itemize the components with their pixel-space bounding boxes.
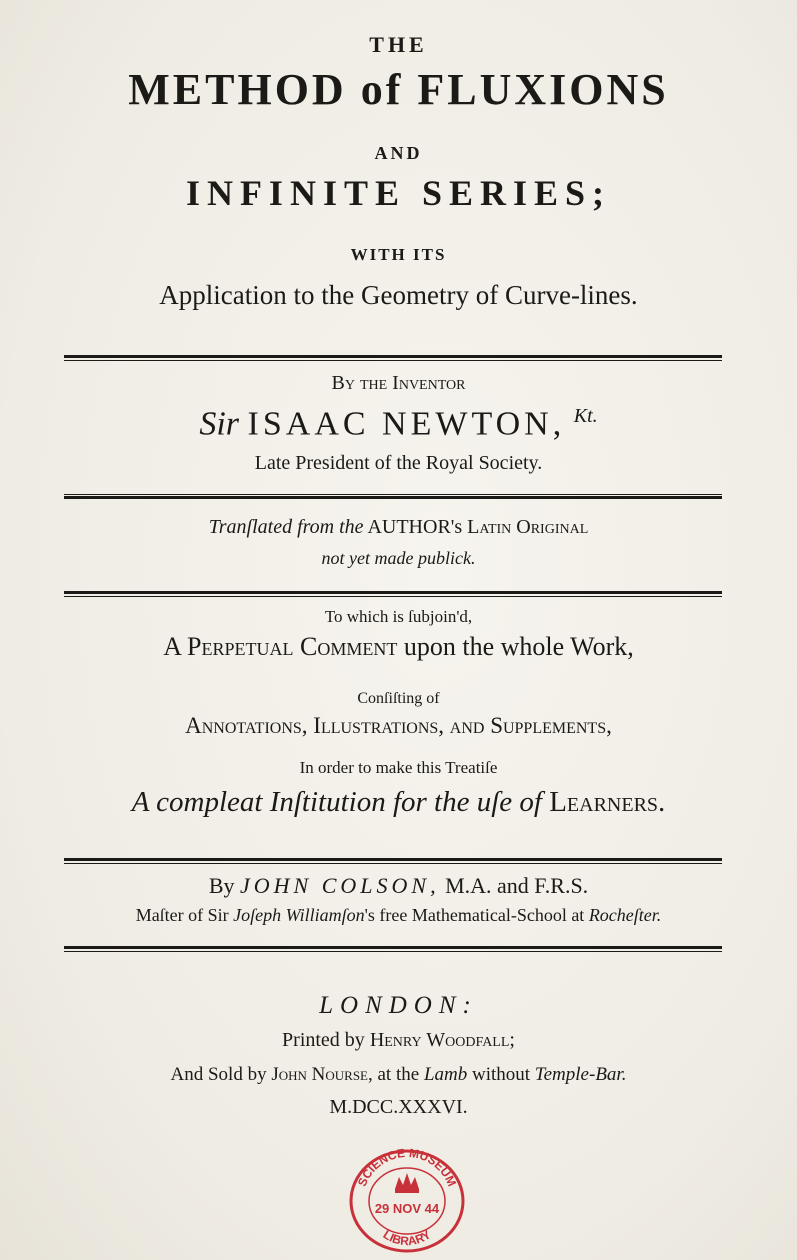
translated-latin: Latin Original: [467, 516, 589, 538]
seller-name: John Nourse: [271, 1064, 368, 1085]
learners: Learners.: [549, 786, 666, 818]
imprint-london: LONDON:: [319, 992, 478, 1019]
newton-kt: Kt.: [573, 405, 598, 427]
divider-rule: [64, 591, 722, 597]
crown-icon: [395, 1173, 419, 1193]
title-the: THE: [369, 32, 428, 57]
compleat-institution-italic: A compleat Inſtitution for the uſe of: [131, 786, 542, 818]
master-text-c: 's free Mathematical-School at: [364, 905, 585, 925]
author-newton: [0, 405, 797, 443]
divider-rule: [64, 946, 722, 952]
sold-by: And Sold by: [170, 1064, 267, 1085]
subjoin-line: To which is ſubjoin'd,: [324, 607, 473, 626]
title-with-its: WITH ITS: [350, 245, 447, 264]
library-stamp: [345, 1143, 469, 1253]
translated-author: AUTHOR's: [367, 516, 463, 538]
divider-rule: [64, 355, 722, 361]
sold-without: without: [471, 1064, 531, 1085]
stamp-top-text: SCIENCE MUSEUM: [354, 1145, 460, 1189]
compleat-institution: [0, 786, 797, 819]
title-and: AND: [374, 143, 423, 163]
master-text-a: Maſter of Sir: [135, 905, 229, 925]
annotations-line: Annotations, Illustrations, and Supplements,: [185, 713, 612, 738]
colson-master: [0, 905, 797, 926]
consisting-of: Conſiſting of: [357, 690, 440, 707]
inventor-line: By the Inventor: [331, 372, 466, 394]
newton-sir: Sir: [199, 405, 240, 443]
imprint-printed-by: [0, 1029, 797, 1052]
newton-president: Late President of the Royal Society.: [254, 452, 543, 474]
title-infinite-series: INFINITE SERIES;: [185, 173, 612, 213]
title-method-of-fluxions: METHOD of FLUXIONS: [128, 65, 669, 114]
sold-at-the: , at the: [368, 1064, 420, 1085]
imprint-date: M.DCC.XXXVI.: [329, 1096, 468, 1118]
printer-name: Henry Woodfall: [369, 1029, 510, 1051]
not-yet-published: not yet made publick.: [321, 548, 476, 568]
sold-lamb: Lamb: [423, 1064, 468, 1085]
master-rochester: Rocheſter.: [588, 905, 662, 925]
colson-by: By: [208, 873, 235, 898]
stamp-bottom-text: LIBRARY: [380, 1227, 434, 1249]
translated-from: Tranſlated from the: [208, 516, 364, 538]
stamp-date: 29 NOV 44: [374, 1201, 440, 1216]
perpetual-comment: [0, 632, 797, 662]
printed-by: Printed by: [282, 1029, 365, 1051]
in-order-line: In order to make this Treatiſe: [299, 758, 498, 777]
divider-rule: [64, 494, 722, 499]
colson-line: [0, 873, 797, 899]
master-williamson: Joſeph Williamſon: [233, 905, 365, 925]
translated-line: [0, 516, 797, 539]
title-application: Application to the Geometry of Curve-lines.: [159, 280, 638, 310]
newton-name: ISAAC NEWTON,: [247, 405, 566, 443]
sold-temple-bar: Temple-Bar.: [534, 1064, 627, 1085]
imprint-sold-by: [0, 1064, 797, 1086]
divider-rule: [64, 858, 722, 864]
colson-degrees: M.A. and F.R.S.: [445, 873, 589, 898]
perpetual-comment-rest: upon the whole Work,: [403, 632, 634, 661]
colson-name: JOHN COLSON,: [240, 873, 440, 898]
perpetual-comment-caps: A Perpetual Comment: [163, 632, 398, 661]
printed-semicolon: ;: [509, 1029, 515, 1051]
